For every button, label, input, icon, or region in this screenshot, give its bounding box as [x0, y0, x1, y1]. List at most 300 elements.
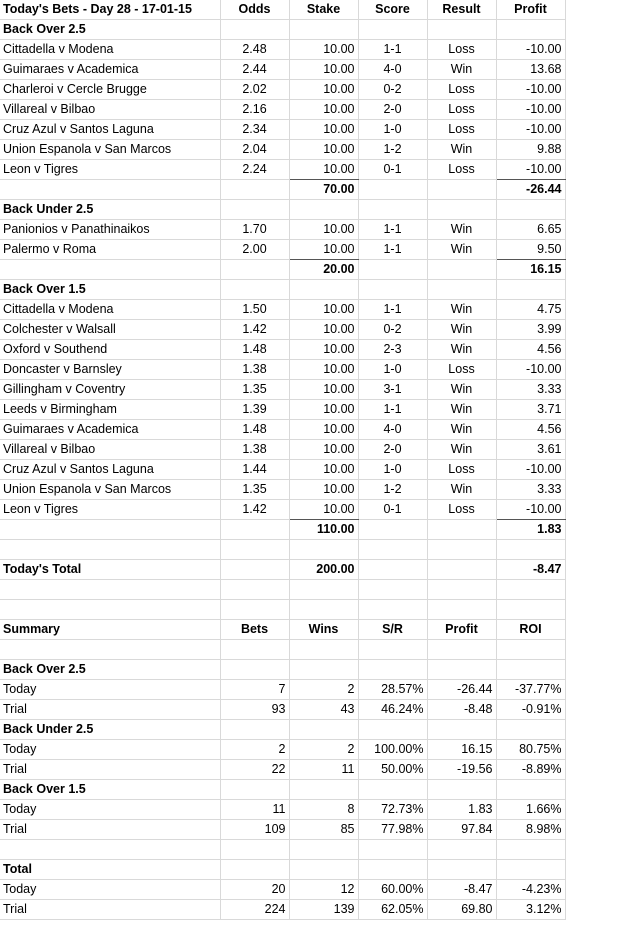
bet-odds: 1.38	[220, 440, 289, 460]
cell	[220, 20, 289, 40]
summary-sr: 46.24%	[358, 700, 427, 720]
cell	[496, 600, 565, 620]
cell	[358, 720, 427, 740]
summary-sr: 72.73%	[358, 800, 427, 820]
cell	[427, 20, 496, 40]
cell	[358, 660, 427, 680]
cell	[358, 580, 427, 600]
bet-result: Loss	[427, 160, 496, 180]
summary-row-label: Trial	[0, 900, 220, 920]
bet-result: Win	[427, 60, 496, 80]
bet-stake: 10.00	[289, 480, 358, 500]
bet-stake: 10.00	[289, 240, 358, 260]
bet-row	[0, 360, 565, 380]
bet-stake: 10.00	[289, 420, 358, 440]
section-total-profit: 1.83	[496, 520, 565, 540]
cell	[358, 520, 427, 540]
bet-stake: 10.00	[289, 80, 358, 100]
cell	[0, 600, 220, 620]
bet-odds: 1.38	[220, 360, 289, 380]
header-stake: Stake	[289, 0, 358, 20]
section-heading: Back Over 1.5	[0, 280, 220, 300]
cell	[358, 860, 427, 880]
cell	[220, 260, 289, 280]
bet-row	[0, 140, 565, 160]
cell	[0, 180, 220, 200]
bet-result: Loss	[427, 500, 496, 520]
todays-total-label: Today's Total	[0, 560, 220, 580]
summary-row-label: Today	[0, 800, 220, 820]
bet-row	[0, 300, 565, 320]
section-total-stake: 20.00	[289, 260, 358, 280]
summary-wins: 139	[289, 900, 358, 920]
summary-roi: -8.89%	[496, 760, 565, 780]
summary-title: Summary	[0, 620, 220, 640]
summary-row	[0, 880, 565, 900]
summary-bets: 93	[220, 700, 289, 720]
cell	[358, 780, 427, 800]
bet-odds: 2.44	[220, 60, 289, 80]
bet-odds: 2.00	[220, 240, 289, 260]
bet-odds: 2.24	[220, 160, 289, 180]
bet-profit: 6.65	[496, 220, 565, 240]
bet-score: 1-1	[358, 240, 427, 260]
summary-wins: 12	[289, 880, 358, 900]
bet-stake: 10.00	[289, 460, 358, 480]
cell	[427, 660, 496, 680]
bet-row	[0, 340, 565, 360]
bet-profit: -10.00	[496, 80, 565, 100]
bet-result: Win	[427, 400, 496, 420]
cell	[0, 540, 220, 560]
cell	[427, 560, 496, 580]
summary-bets: 20	[220, 880, 289, 900]
bet-profit: 9.50	[496, 240, 565, 260]
cell	[289, 720, 358, 740]
cell	[496, 20, 565, 40]
todays-total-row	[0, 560, 565, 580]
bet-row	[0, 160, 565, 180]
bet-score: 3-1	[358, 380, 427, 400]
bet-match: Cittadella v Modena	[0, 40, 220, 60]
bet-match: Charleroi v Cercle Brugge	[0, 80, 220, 100]
summary-bets: 22	[220, 760, 289, 780]
bet-score: 1-0	[358, 360, 427, 380]
bet-profit: 3.33	[496, 480, 565, 500]
cell	[0, 580, 220, 600]
summary-wins: 8	[289, 800, 358, 820]
cell	[427, 780, 496, 800]
summary-profit: 69.80	[427, 900, 496, 920]
bet-stake: 10.00	[289, 40, 358, 60]
cell	[358, 260, 427, 280]
bet-profit: -10.00	[496, 460, 565, 480]
bet-stake: 10.00	[289, 120, 358, 140]
cell	[0, 840, 220, 860]
cell	[427, 280, 496, 300]
bet-odds: 1.42	[220, 320, 289, 340]
bet-row	[0, 60, 565, 80]
cell	[496, 840, 565, 860]
cell	[289, 840, 358, 860]
summary-row	[0, 700, 565, 720]
cell	[427, 540, 496, 560]
cell	[220, 180, 289, 200]
bet-profit: -10.00	[496, 500, 565, 520]
bet-score: 1-2	[358, 480, 427, 500]
bet-stake: 10.00	[289, 340, 358, 360]
bet-score: 0-1	[358, 500, 427, 520]
bet-row	[0, 460, 565, 480]
cell	[289, 580, 358, 600]
bet-odds: 1.48	[220, 420, 289, 440]
summary-wins: 2	[289, 740, 358, 760]
bet-odds: 2.34	[220, 120, 289, 140]
summary-row	[0, 900, 565, 920]
bet-result: Win	[427, 220, 496, 240]
bet-score: 4-0	[358, 420, 427, 440]
bet-odds: 1.48	[220, 340, 289, 360]
bet-match: Leon v Tigres	[0, 500, 220, 520]
bet-row	[0, 440, 565, 460]
header-score: Score	[358, 0, 427, 20]
cell	[358, 540, 427, 560]
summary-group-heading: Back Over 2.5	[0, 660, 220, 680]
cell	[496, 200, 565, 220]
summary-header-sr: S/R	[358, 620, 427, 640]
bet-odds: 2.02	[220, 80, 289, 100]
bet-profit: -10.00	[496, 160, 565, 180]
summary-sr: 50.00%	[358, 760, 427, 780]
section-heading: Back Over 2.5	[0, 20, 220, 40]
cell	[496, 540, 565, 560]
bet-profit: -10.00	[496, 100, 565, 120]
todays-total-stake: 200.00	[289, 560, 358, 580]
cell	[358, 560, 427, 580]
bet-row	[0, 320, 565, 340]
bet-result: Loss	[427, 40, 496, 60]
summary-row	[0, 680, 565, 700]
cell	[289, 660, 358, 680]
bet-match: Gillingham v Coventry	[0, 380, 220, 400]
bet-stake: 10.00	[289, 380, 358, 400]
bet-match: Colchester v Walsall	[0, 320, 220, 340]
cell	[220, 640, 289, 660]
cell	[427, 840, 496, 860]
bet-profit: 9.88	[496, 140, 565, 160]
bet-profit: 3.61	[496, 440, 565, 460]
summary-bets: 11	[220, 800, 289, 820]
summary-sr: 28.57%	[358, 680, 427, 700]
bet-row	[0, 240, 565, 260]
cell	[289, 600, 358, 620]
bet-result: Win	[427, 420, 496, 440]
summary-row	[0, 800, 565, 820]
bet-profit: 3.71	[496, 400, 565, 420]
summary-bets: 7	[220, 680, 289, 700]
summary-group-row	[0, 720, 565, 740]
bet-row	[0, 500, 565, 520]
bet-odds: 1.42	[220, 500, 289, 520]
bet-score: 0-2	[358, 320, 427, 340]
cell	[358, 20, 427, 40]
cell	[358, 280, 427, 300]
bet-result: Loss	[427, 120, 496, 140]
section-heading-row	[0, 20, 565, 40]
sheet-title: Today's Bets - Day 28 - 17-01-15	[0, 0, 220, 20]
bet-match: Cruz Azul v Santos Laguna	[0, 120, 220, 140]
bet-match: Guimaraes v Academica	[0, 420, 220, 440]
bet-stake: 10.00	[289, 60, 358, 80]
bet-row	[0, 80, 565, 100]
cell	[289, 200, 358, 220]
bet-stake: 10.00	[289, 100, 358, 120]
bet-profit: -10.00	[496, 40, 565, 60]
bet-odds: 2.48	[220, 40, 289, 60]
bet-match: Villareal v Bilbao	[0, 100, 220, 120]
cell	[289, 780, 358, 800]
section-total-stake: 110.00	[289, 520, 358, 540]
bet-result: Win	[427, 320, 496, 340]
summary-header-row	[0, 620, 565, 640]
cell	[358, 600, 427, 620]
bet-profit: -10.00	[496, 360, 565, 380]
summary-roi: 80.75%	[496, 740, 565, 760]
summary-roi: 3.12%	[496, 900, 565, 920]
bet-row	[0, 220, 565, 240]
cell	[496, 660, 565, 680]
cell	[496, 720, 565, 740]
cell	[220, 860, 289, 880]
bet-row	[0, 480, 565, 500]
cell	[496, 640, 565, 660]
bet-match: Palermo v Roma	[0, 240, 220, 260]
cell	[496, 280, 565, 300]
bet-result: Loss	[427, 460, 496, 480]
bet-profit: -10.00	[496, 120, 565, 140]
bet-result: Loss	[427, 80, 496, 100]
summary-header-wins: Wins	[289, 620, 358, 640]
bet-match: Cruz Azul v Santos Laguna	[0, 460, 220, 480]
summary-profit: -8.47	[427, 880, 496, 900]
bet-odds: 1.35	[220, 480, 289, 500]
cell	[496, 580, 565, 600]
summary-wins: 2	[289, 680, 358, 700]
summary-profit: 1.83	[427, 800, 496, 820]
summary-roi: -4.23%	[496, 880, 565, 900]
summary-sr: 77.98%	[358, 820, 427, 840]
bet-row	[0, 40, 565, 60]
bet-profit: 4.56	[496, 340, 565, 360]
bet-result: Win	[427, 340, 496, 360]
cell	[289, 640, 358, 660]
bet-score: 0-1	[358, 160, 427, 180]
summary-row-label: Trial	[0, 820, 220, 840]
summary-header-roi: ROI	[496, 620, 565, 640]
bet-score: 1-1	[358, 220, 427, 240]
header-result: Result	[427, 0, 496, 20]
cell	[220, 280, 289, 300]
bet-odds: 2.04	[220, 140, 289, 160]
summary-row	[0, 820, 565, 840]
cell	[358, 640, 427, 660]
bet-result: Loss	[427, 360, 496, 380]
summary-bets: 109	[220, 820, 289, 840]
header-profit: Profit	[496, 0, 565, 20]
bet-result: Win	[427, 440, 496, 460]
summary-wins: 85	[289, 820, 358, 840]
cell	[220, 200, 289, 220]
bet-score: 2-0	[358, 100, 427, 120]
bet-result: Win	[427, 240, 496, 260]
summary-group-row	[0, 860, 565, 880]
blank-row	[0, 540, 565, 560]
blank-row	[0, 580, 565, 600]
todays-total-profit: -8.47	[496, 560, 565, 580]
cell	[427, 640, 496, 660]
bet-match: Panionios v Panathinaikos	[0, 220, 220, 240]
bet-odds: 1.35	[220, 380, 289, 400]
bet-match: Oxford v Southend	[0, 340, 220, 360]
cell	[220, 660, 289, 680]
cell	[289, 20, 358, 40]
summary-profit: -8.48	[427, 700, 496, 720]
bet-match: Union Espanola v San Marcos	[0, 140, 220, 160]
bet-stake: 10.00	[289, 400, 358, 420]
summary-sr: 100.00%	[358, 740, 427, 760]
summary-group-heading: Back Under 2.5	[0, 720, 220, 740]
summary-profit: -26.44	[427, 680, 496, 700]
section-total-profit: 16.15	[496, 260, 565, 280]
bet-row	[0, 100, 565, 120]
blank-row	[0, 600, 565, 620]
summary-header-profit: Profit	[427, 620, 496, 640]
cell	[220, 600, 289, 620]
summary-row-label: Trial	[0, 760, 220, 780]
cell	[496, 780, 565, 800]
summary-row-label: Trial	[0, 700, 220, 720]
summary-row-label: Today	[0, 740, 220, 760]
summary-row-label: Today	[0, 680, 220, 700]
bet-match: Doncaster v Barnsley	[0, 360, 220, 380]
bet-stake: 10.00	[289, 220, 358, 240]
cell	[358, 840, 427, 860]
cell	[427, 600, 496, 620]
cell	[427, 180, 496, 200]
bet-match: Leon v Tigres	[0, 160, 220, 180]
summary-row	[0, 760, 565, 780]
cell	[358, 180, 427, 200]
bet-profit: 3.33	[496, 380, 565, 400]
cell	[0, 640, 220, 660]
cell	[427, 720, 496, 740]
summary-roi: -37.77%	[496, 680, 565, 700]
bet-match: Leeds v Birmingham	[0, 400, 220, 420]
summary-wins: 43	[289, 700, 358, 720]
cell	[427, 200, 496, 220]
summary-bets: 2	[220, 740, 289, 760]
summary-roi: 1.66%	[496, 800, 565, 820]
bet-result: Win	[427, 140, 496, 160]
bet-profit: 13.68	[496, 60, 565, 80]
summary-header-bets: Bets	[220, 620, 289, 640]
summary-sr: 62.05%	[358, 900, 427, 920]
bet-score: 1-1	[358, 300, 427, 320]
bet-row	[0, 120, 565, 140]
bet-score: 1-2	[358, 140, 427, 160]
section-heading-row	[0, 200, 565, 220]
cell	[220, 560, 289, 580]
cell	[289, 540, 358, 560]
header-row	[0, 0, 565, 20]
bet-odds: 1.50	[220, 300, 289, 320]
summary-profit: 16.15	[427, 740, 496, 760]
bet-match: Union Espanola v San Marcos	[0, 480, 220, 500]
summary-profit: 97.84	[427, 820, 496, 840]
bet-match: Cittadella v Modena	[0, 300, 220, 320]
bet-row	[0, 420, 565, 440]
bet-row	[0, 400, 565, 420]
bet-stake: 10.00	[289, 140, 358, 160]
section-total-stake: 70.00	[289, 180, 358, 200]
summary-roi: 8.98%	[496, 820, 565, 840]
bet-match: Guimaraes v Academica	[0, 60, 220, 80]
bet-score: 1-0	[358, 460, 427, 480]
summary-row	[0, 740, 565, 760]
bet-result: Win	[427, 300, 496, 320]
cell	[427, 860, 496, 880]
bet-score: 4-0	[358, 60, 427, 80]
summary-roi: -0.91%	[496, 700, 565, 720]
bet-odds: 1.44	[220, 460, 289, 480]
section-heading: Back Under 2.5	[0, 200, 220, 220]
bet-odds: 2.16	[220, 100, 289, 120]
summary-group-row	[0, 780, 565, 800]
summary-row-label: Today	[0, 880, 220, 900]
bet-score: 1-1	[358, 400, 427, 420]
cell	[289, 280, 358, 300]
cell	[289, 860, 358, 880]
section-heading-row	[0, 280, 565, 300]
summary-group-heading: Back Over 1.5	[0, 780, 220, 800]
cell	[427, 580, 496, 600]
summary-sr: 60.00%	[358, 880, 427, 900]
summary-bets: 224	[220, 900, 289, 920]
bet-profit: 4.56	[496, 420, 565, 440]
cell	[496, 860, 565, 880]
bet-profit: 4.75	[496, 300, 565, 320]
bet-score: 1-1	[358, 40, 427, 60]
bet-stake: 10.00	[289, 320, 358, 340]
section-total-profit: -26.44	[496, 180, 565, 200]
cell	[220, 520, 289, 540]
bet-result: Loss	[427, 100, 496, 120]
bet-odds: 1.39	[220, 400, 289, 420]
section-total-row	[0, 520, 565, 540]
blank-row	[0, 640, 565, 660]
summary-profit: -19.56	[427, 760, 496, 780]
cell	[0, 520, 220, 540]
bet-stake: 10.00	[289, 360, 358, 380]
bet-stake: 10.00	[289, 300, 358, 320]
section-total-row	[0, 260, 565, 280]
bet-score: 0-2	[358, 80, 427, 100]
cell	[358, 200, 427, 220]
header-odds: Odds	[220, 0, 289, 20]
bet-match: Villareal v Bilbao	[0, 440, 220, 460]
cell	[220, 720, 289, 740]
bet-score: 2-3	[358, 340, 427, 360]
